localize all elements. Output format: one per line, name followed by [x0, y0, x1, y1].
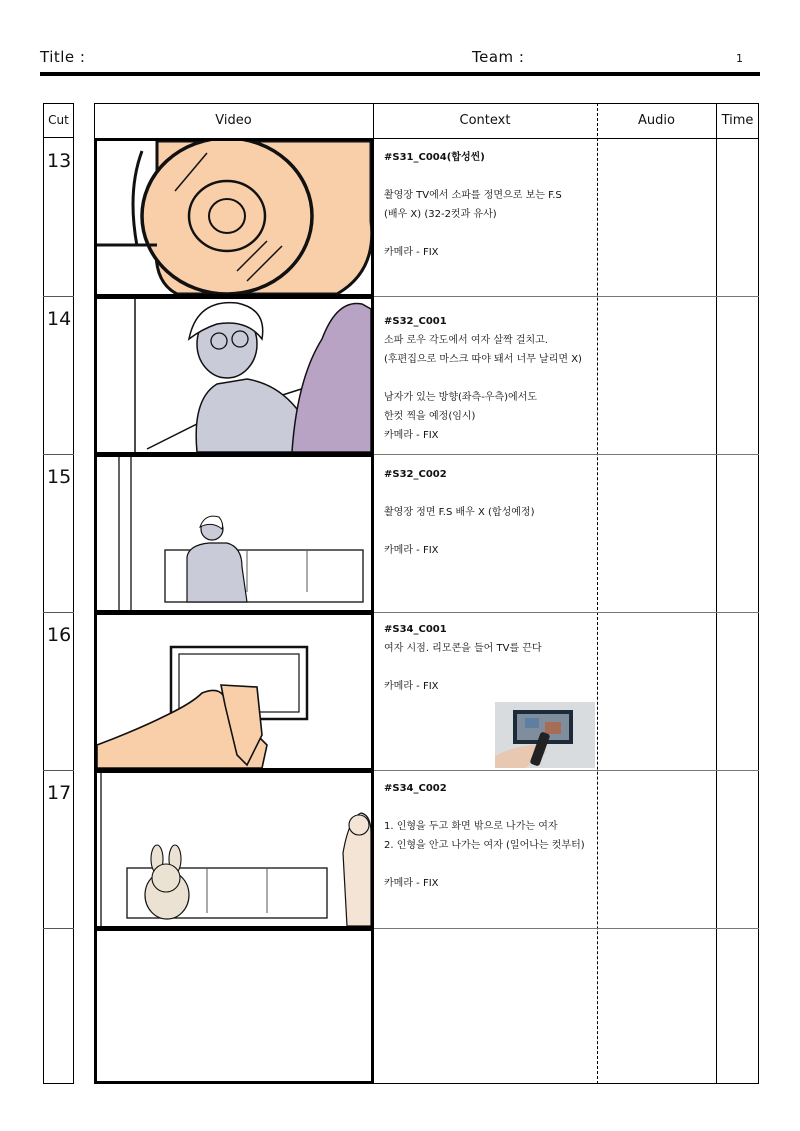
video-column-header: Video — [215, 113, 252, 128]
context-cut-15 — [384, 465, 594, 560]
cut-number: 13 — [47, 150, 72, 172]
cut-number: 17 — [47, 782, 72, 804]
frame-cut-13 — [94, 138, 374, 297]
frame-cut-15 — [94, 454, 374, 613]
cut-number: 16 — [47, 624, 72, 646]
context-cut-14 — [384, 312, 594, 445]
context-line: #S31_C004(합성씬) — [384, 152, 485, 163]
team-label: Team : — [472, 48, 525, 66]
cut-divider — [43, 296, 74, 297]
reference-photo — [495, 702, 595, 768]
cut-number: 15 — [47, 466, 72, 488]
context-line: #S34_C002 — [384, 783, 447, 794]
context-line — [384, 369, 594, 388]
cut-divider — [43, 770, 74, 771]
cut-column — [43, 103, 74, 1084]
cut-divider — [43, 612, 74, 613]
context-cut-16 — [384, 620, 594, 696]
cut-number: 14 — [47, 308, 72, 330]
context-line — [384, 484, 594, 503]
context-line: 카메라 - FIX — [384, 681, 439, 692]
context-line: (후편집으로 마스크 따야 돼서 너무 날리면 X) — [384, 354, 582, 365]
sketch-remote-pov — [97, 615, 371, 768]
context-line: 1. 인형을 두고 화면 밖으로 나가는 여자 — [384, 821, 558, 832]
frame-cut-14 — [94, 296, 374, 455]
sketch-wide-sofa — [97, 457, 371, 610]
cut-divider — [43, 928, 74, 929]
context-line — [384, 224, 594, 243]
title-label: Title : — [40, 48, 86, 66]
column-divider-dashed — [597, 103, 598, 1084]
context-line: 카메라 - FIX — [384, 430, 439, 441]
context-line — [384, 522, 594, 541]
context-line: 여자 시점. 리모콘을 들어 TV를 끈다 — [384, 643, 542, 654]
context-line: 소파 로우 각도에서 여자 살짝 걸치고. — [384, 335, 548, 346]
context-line: 한컷 찍을 예정(임시) — [384, 411, 476, 422]
context-line: #S34_C001 — [384, 624, 447, 635]
frame-empty — [94, 928, 374, 1084]
context-line: 카메라 - FIX — [384, 878, 439, 889]
context-line: 촬영장 정면 F.S 배우 X (합성예정) — [384, 507, 535, 518]
frame-cut-17 — [94, 770, 374, 929]
context-cut-17 — [384, 779, 594, 893]
time-column-header: Time — [721, 113, 754, 128]
context-line: 카메라 - FIX — [384, 247, 439, 258]
context-line — [384, 798, 594, 817]
context-line: #S32_C002 — [384, 469, 447, 480]
context-line — [384, 658, 594, 677]
context-line: 2. 인형을 안고 나가는 여자 (일어나는 컷부터) — [384, 840, 585, 851]
cut-column-header: Cut — [43, 103, 74, 138]
context-line: #S32_C001 — [384, 316, 447, 327]
sketch-sofa-doll — [97, 773, 371, 926]
sketch-closeup-object — [97, 141, 371, 294]
context-line — [384, 855, 594, 874]
cut-divider — [43, 454, 74, 455]
page-number: 1 — [736, 52, 744, 65]
remote-tv-photo — [495, 702, 595, 768]
context-line: 촬영장 TV에서 소파를 정면으로 보는 F.S — [384, 190, 562, 201]
context-line — [384, 167, 594, 186]
frame-cut-16 — [94, 612, 374, 771]
context-column-header: Context — [459, 113, 511, 128]
context-line: (배우 X) (32-2컷과 유사) — [384, 209, 497, 220]
column-divider — [716, 103, 717, 1084]
header-rule — [40, 72, 760, 76]
context-line: 남자가 있는 방향(좌측-우측)에서도 — [384, 392, 538, 403]
sketch-man-on-sofa — [97, 299, 371, 452]
context-cut-13 — [384, 148, 594, 262]
context-line: 카메라 - FIX — [384, 545, 439, 556]
audio-column-header: Audio — [638, 113, 675, 128]
